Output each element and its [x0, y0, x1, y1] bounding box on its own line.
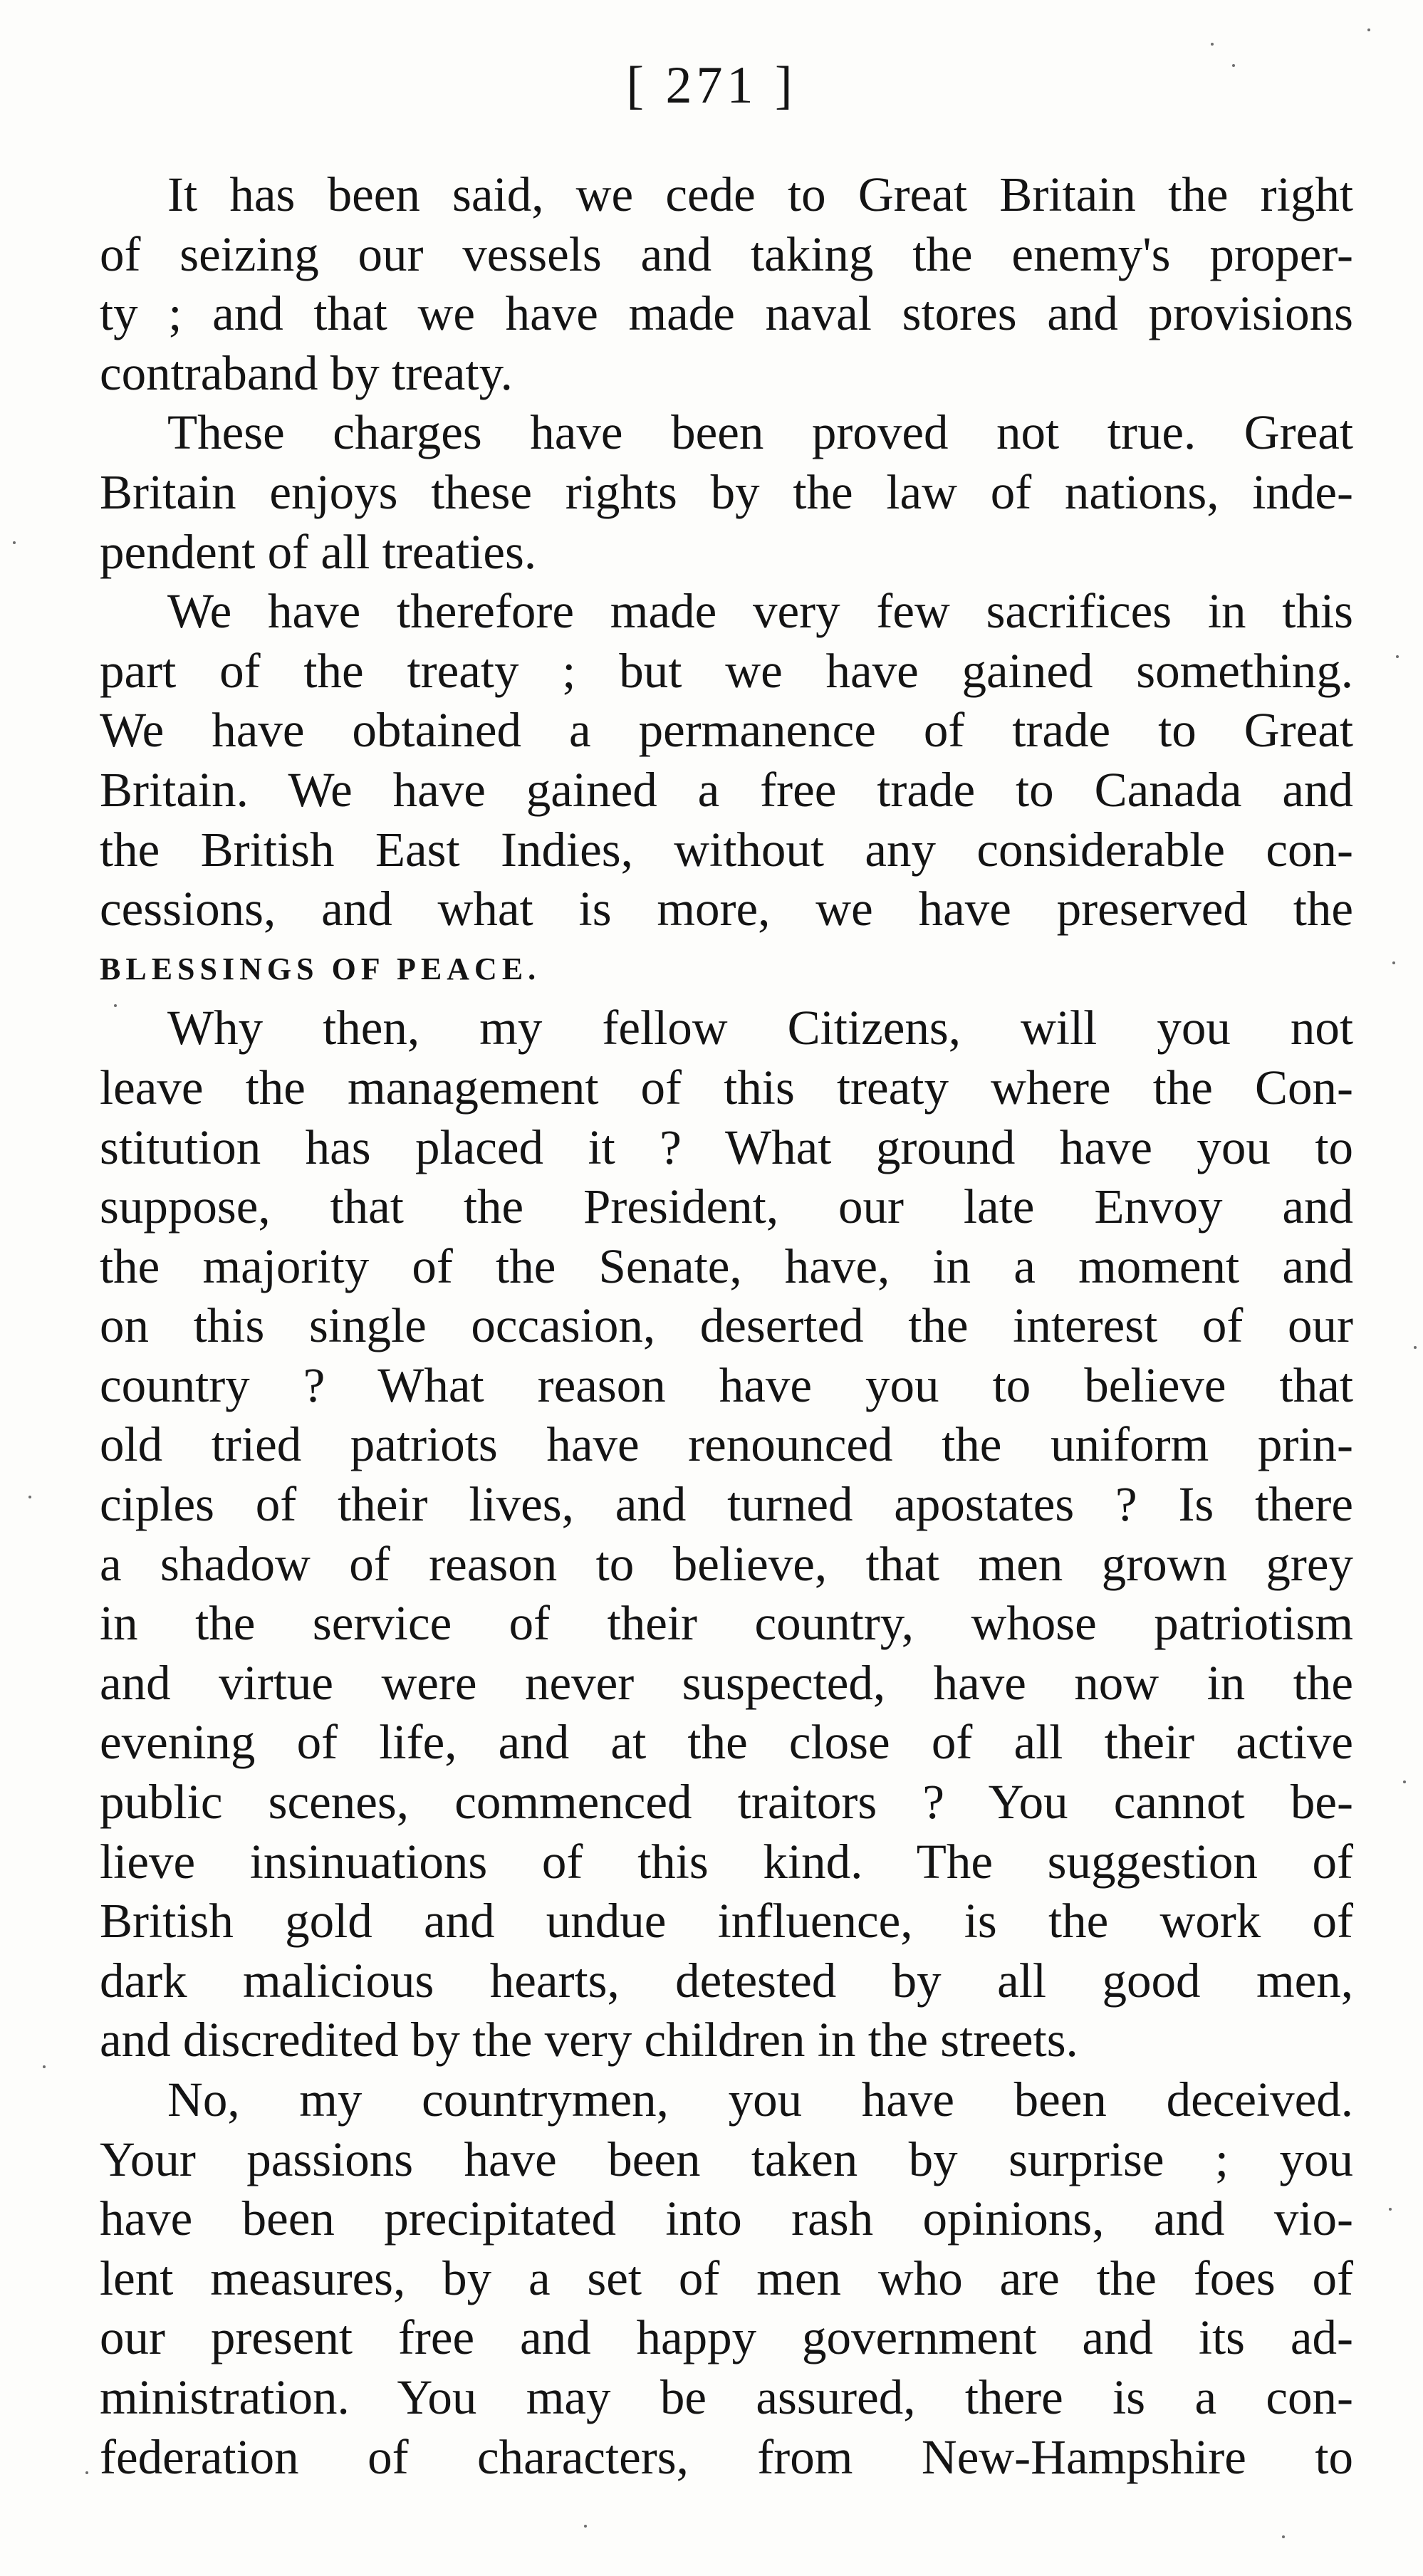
scan-speck: [28, 1496, 31, 1498]
text-line: stitution has placed it ? What ground have you to: [100, 1120, 1353, 1174]
scan-speck: [1414, 1346, 1417, 1349]
text-line: evening of life, and at the close of all their active: [100, 1715, 1353, 1770]
text-line: ministration. You may be assured, there is a con-: [100, 2369, 1353, 2424]
text-line: ty ; and that we have made naval stores and provisions: [100, 286, 1353, 341]
scan-speck: [43, 2065, 46, 2068]
text-line: old tried patriots have renounced the uniform prin-: [100, 1417, 1353, 1472]
text-line: cessions, and what is more, we have preserved the: [100, 882, 1353, 937]
text-line: These charges have been proved not true. Great: [167, 405, 1353, 460]
scan-speck: [85, 2471, 88, 2474]
text-line: part of the treaty ; but we have gained something.: [100, 643, 1353, 698]
scan-speck: [13, 541, 16, 544]
text-line: dark malicious hearts, detested by all good men,: [100, 1953, 1353, 2008]
text-line: Britain enjoys these rights by the law of nations, inde-: [100, 464, 1353, 519]
scan-speck: [1282, 2535, 1285, 2538]
scan-speck: [1396, 655, 1399, 658]
scan-speck: [1389, 2208, 1392, 2211]
page-number-header: [ 271 ]: [626, 56, 797, 115]
text-line: suppose, that the President, our late Envoy and: [100, 1179, 1353, 1234]
text-line: BLESSINGS OF PEACE.: [100, 951, 541, 986]
text-line: ciples of their lives, and turned apostates ? Is there: [100, 1477, 1353, 1532]
text-line: and virtue were never suspected, have now in the: [100, 1655, 1353, 1710]
text-line: pendent of all treaties.: [100, 524, 537, 579]
scan-speck: [1232, 64, 1235, 67]
text-line: leave the management of this treaty where the Con-: [100, 1060, 1353, 1115]
text-line: and discredited by the very children in the streets.: [100, 2013, 1078, 2067]
text-line: lieve insinuations of this kind. The suggestion of: [100, 1834, 1353, 1889]
text-line: a shadow of reason to believe, that men grown grey: [100, 1536, 1353, 1591]
text-line: country ? What reason have you to believe that: [100, 1357, 1353, 1412]
scan-speck: [1367, 28, 1370, 31]
text-line: It has been said, we cede to Great Britain the right: [167, 167, 1353, 221]
scan-speck: [1392, 961, 1395, 964]
text-line: public scenes, commenced traitors ? You cannot be-: [100, 1775, 1353, 1830]
scan-speck: [1211, 43, 1214, 46]
text-line: No, my countrymen, you have been deceived.: [167, 2072, 1353, 2127]
text-line: the majority of the Senate, have, in a moment and: [100, 1239, 1353, 1293]
text-line: of seizing our vessels and taking the enemy's proper-: [100, 226, 1353, 281]
body-text: [100, 165, 1353, 2487]
text-line: Britain. We have gained a free trade to Canada and: [100, 762, 1353, 817]
text-line: federation of characters, from New-Hampshire to: [100, 2429, 1353, 2484]
text-line: have been precipitated into rash opinions, and vio-: [100, 2191, 1353, 2246]
text-line: Why then, my fellow Citizens, will you not: [167, 1001, 1353, 1055]
text-line: on this single occasion, deserted the interest of our: [100, 1298, 1353, 1353]
text-line: lent measures, by a set of men who are the foes of: [100, 2251, 1353, 2305]
text-line: in the service of their country, whose patriotism: [100, 1596, 1353, 1651]
text-line: We have obtained a permanence of trade to Great: [100, 703, 1353, 758]
text-line: contraband by treaty.: [100, 345, 513, 400]
text-line: our present free and happy government and its ad-: [100, 2310, 1353, 2365]
text-line: British gold and undue influence, is the work of: [100, 1894, 1353, 1949]
text-line: the British East Indies, without any considerable con-: [100, 822, 1353, 877]
scan-speck: [114, 1004, 117, 1007]
scan-speck: [1403, 1780, 1406, 1783]
text-line: Your passions have been taken by surprise ; you: [100, 2132, 1353, 2186]
scan-speck: [584, 2525, 587, 2528]
text-line: We have therefore made very few sacrifices in this: [167, 584, 1353, 639]
